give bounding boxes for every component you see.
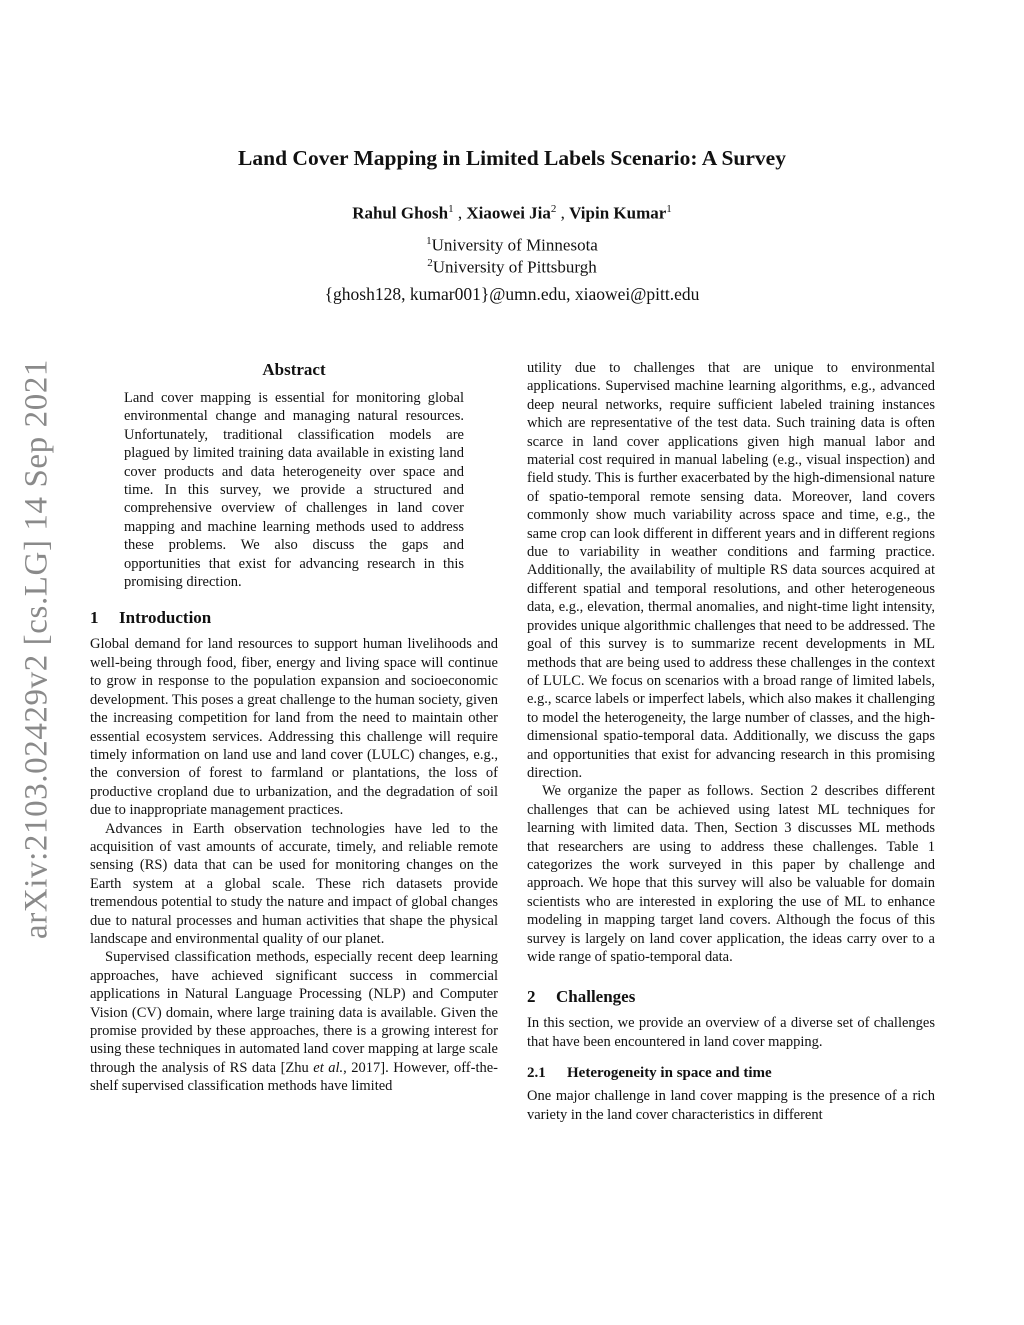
left-column <box>90 359 498 1096</box>
affiliation <box>0 235 1024 256</box>
subsection-heading-heterogeneity <box>527 1063 935 1083</box>
author-emails: {ghosh128, kumar001}@umn.edu, xiaowei@pitt.edu <box>324 284 700 304</box>
author-list <box>0 203 1024 224</box>
affiliation-number: 2 <box>427 257 433 269</box>
author-separator: , <box>453 203 467 223</box>
author-name: Vipin Kumar <box>569 203 667 223</box>
abstract-heading: Abstract <box>262 360 326 379</box>
affiliation-number: 1 <box>426 235 432 247</box>
author-separator: , <box>556 203 570 223</box>
arxiv-identifier <box>12 356 62 941</box>
author-affiliation-mark: 1 <box>666 203 672 215</box>
subsection-number: 2.1 <box>527 1065 546 1082</box>
author-affiliation-mark: 2 <box>550 203 557 215</box>
affiliation <box>0 257 1024 278</box>
heterogeneity-paragraph: One major challenge in land cover mapping is the presence of a rich variety in the land cover characteristics in different <box>527 1088 935 1123</box>
section-number: 1 <box>90 608 99 628</box>
intro-paragraph: Advances in Earth observation technologies have led to the acquisition of vast amounts of accurate, timely, and reliable remote sensing (RS) data that can be used for monitoring changes on the Earth system at a global scale. These rich datasets provide tremendous potential to study the nature and impact of global changes due to natural processes and human activities that shape the physical landscape and environmental quality of our planet. <box>90 820 498 947</box>
paragraph-text: , 2017]. However, off-the-shelf supervised classification methods have limited <box>90 1059 498 1095</box>
affiliation-name: University of Minnesota <box>431 235 598 255</box>
subsection-title: Heterogeneity in space and time <box>567 1065 772 1082</box>
author-affiliation-mark: 1 <box>448 203 454 215</box>
intro-paragraph: utility due to challenges that are unique to environmental applications. Supervised machine learning algorithms, e.g., advanced deep neural networks, require sufficient labeled training instances which are representative of the test data. Such training data is often scarce in land cover applications given high manual labor and material cost required in manual labeling (e.g., visual inspection) and field study. This is further exacerbated by the high-dimensional nature of spatio-temporal remote sensing data. Moreover, land covers commonly show much variability across space and time, e.g., the same crop can look different in different years and in different regions due to variability in weather conditions and farming practice. Additionally, the availability of multiple RS data sources acquired at different spatial and temporal resolutions, and other heterogeneous data, e.g., elevation, thermal anomalies, and night-time light intensity, provides unique algorithmic challenges that need to be addressed. The goal of this survey is to summarize recent developments in ML methods that are being used to address these challenges in the context of LULC. We focus on scenarios with a broad range of limited labels, e.g., scarce labels or imperfect labels, which also makes it challenging to model the heterogeneity, the large number of classes, and the high-dimensional spatio-temporal data. Additionally, we discuss the gaps and opportunities that exist for advancing research in this promising direction. <box>527 360 935 781</box>
section-number: 2 <box>527 987 536 1007</box>
intro-paragraph: Global demand for land resources to support human livelihoods and well-being through food, fiber, energy and living space will continue to grow in response to the population expansion and socioeconomic development. This poses a great challenge to the human society, given the increasing competition for land from the need to maintain other essential ecosystem services. Addressing this challenge will require timely information on land use and land cover (LULC) changes, e.g., the conversion of forest to farmland or plantations, the loss of productive cropland due to urbanization, and the degradation of soil due to inappropriate management practices. <box>90 636 498 819</box>
paper-title: Land Cover Mapping in Limited Labels Scenario: A Survey <box>238 146 786 170</box>
arxiv-identifier-text: arXiv:2103.02429v2 [cs.LG] 14 Sep 2021 <box>18 358 55 939</box>
intro-paragraph <box>90 948 498 1095</box>
right-column <box>527 359 935 1124</box>
affiliation-name: University of Pittsburgh <box>432 257 597 277</box>
section-heading-challenges <box>527 986 935 1008</box>
author-name: Rahul Ghosh <box>352 203 449 223</box>
paragraph-text: Supervised classification methods, especially recent deep learning approaches, have achieved significant success in commercial applications in Natural Language Processing (NLP) and Computer Vision (CV) domain, where large training data is available. Given the promise provided by these approaches, there is a growing interest for using these techniques in automated land cover mapping at large scale through the analysis of RS data [Zhu <box>90 949 498 1076</box>
author-name: Xiaowei Jia <box>466 203 551 223</box>
section-heading-introduction <box>90 607 498 629</box>
citation-et-al: et al. <box>313 1059 344 1076</box>
intro-paragraph: We organize the paper as follows. Section 2 describes different challenges that can be achieved using latest ML techniques for learning with limited data. Then, Section 3 discusses ML methods that researchers are using to address these challenges. Table 1 categorizes the work surveyed in this paper by challenge and approach. We hope that this survey will also be valuable for domain scientists who are interested in exploring the use of ML to enhance modeling in mapping target land covers. Although the focus of this survey is largely on land cover application, the ideas carry over to a wide range of spatio-temporal data. <box>527 783 935 965</box>
section-title: Challenges <box>556 987 636 1007</box>
challenges-paragraph: In this section, we provide an overview of a diverse set of challenges that have been encountered in land cover mapping. <box>527 1015 935 1050</box>
section-title: Introduction <box>119 608 212 628</box>
abstract-text: Land cover mapping is essential for monitoring global environmental change and managing natural resources. Unfortunately, traditional classification models are plagued by limited training data available in existing land cover products and data heterogeneity over space and time. In this survey, we provide a structured and comprehensive overview of challenges in land cover mapping and machine learning methods used to address these problems. We also discuss the gaps and opportunities that exist for advancing research in this promising direction. <box>124 390 464 591</box>
